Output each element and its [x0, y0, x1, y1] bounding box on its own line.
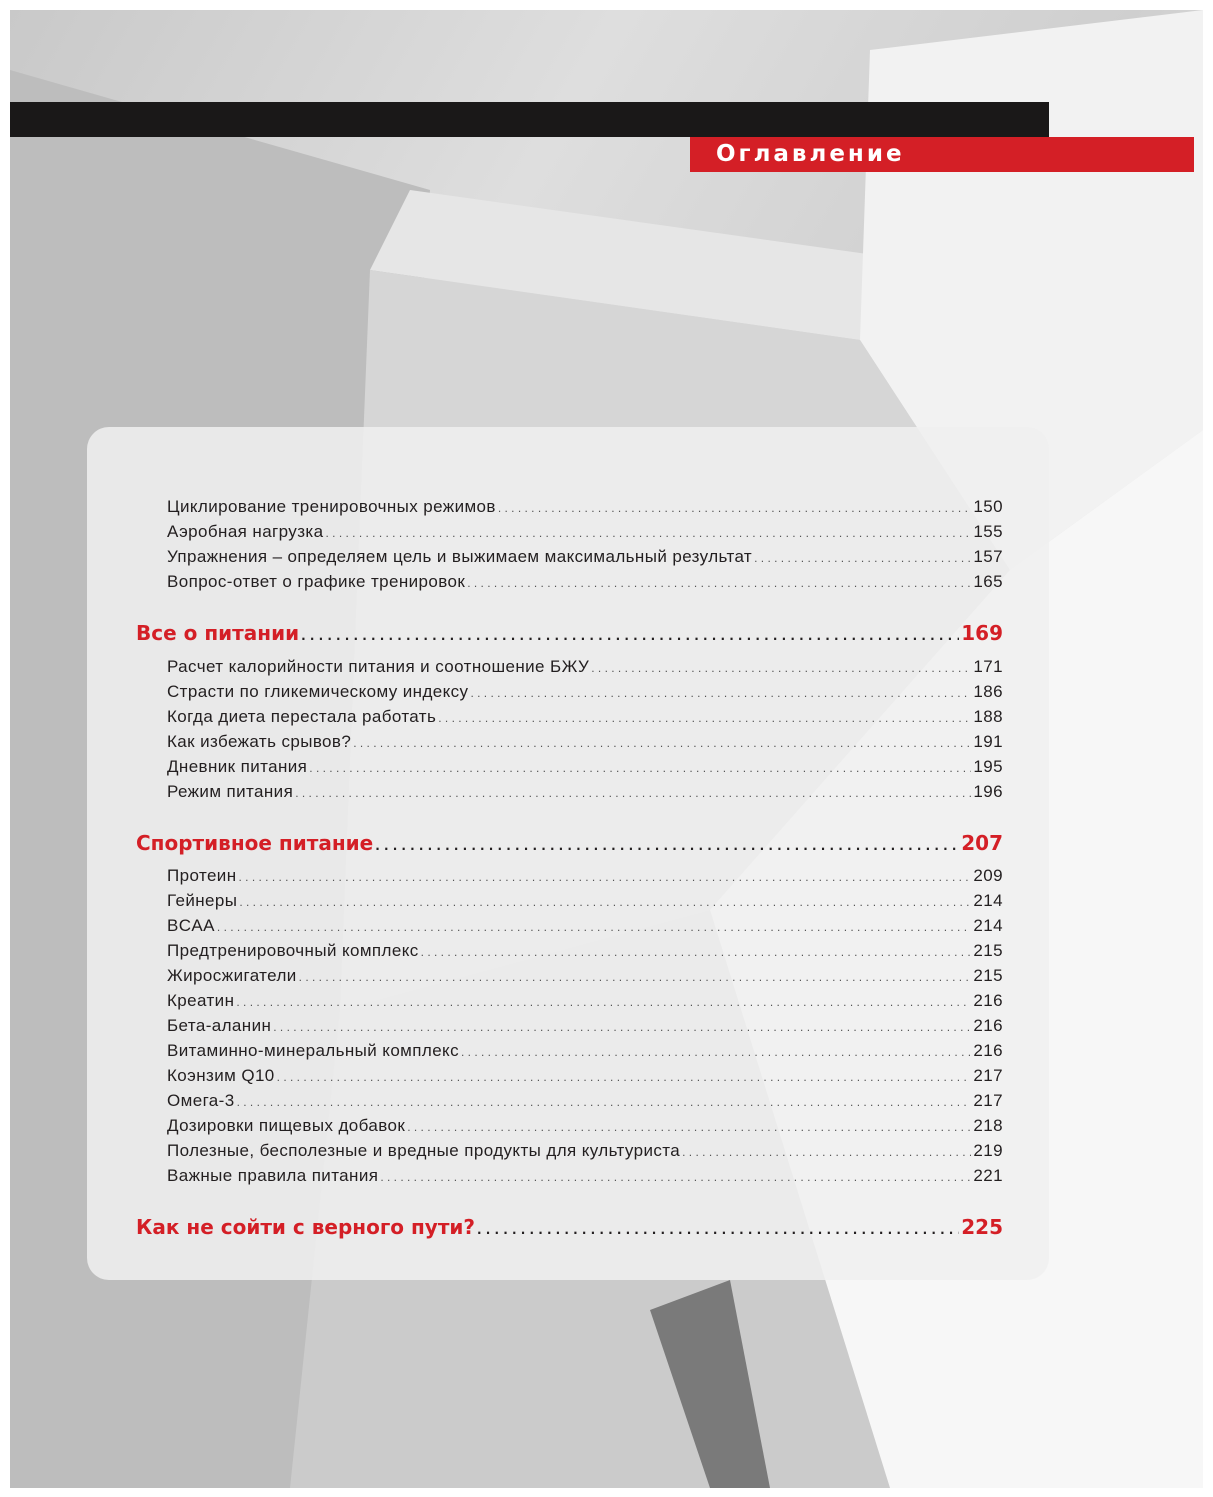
toc-entry[interactable] [167, 732, 1003, 757]
toc-section-heading[interactable] [136, 621, 1003, 651]
toc-leader [295, 782, 971, 802]
toc-leader [591, 657, 971, 677]
page-title: Оглавление [690, 137, 1194, 172]
toc-leader [407, 1116, 971, 1136]
toc-entry-page: 196 [973, 782, 1003, 801]
toc-entry-page: 216 [973, 1016, 1003, 1035]
toc-section-heading[interactable] [136, 831, 1003, 861]
toc-entry[interactable] [167, 1041, 1003, 1066]
toc-leader [325, 522, 971, 542]
toc-entry[interactable] [167, 682, 1003, 707]
toc-leader [239, 866, 972, 886]
toc-entry-page: 150 [973, 497, 1003, 516]
toc-leader [380, 1166, 971, 1186]
toc-entry-label: Вопрос-ответ о графике тренировок [167, 572, 466, 591]
header-black-bar [10, 102, 1049, 137]
toc-leader [421, 941, 972, 961]
toc-entry[interactable] [167, 572, 1003, 597]
toc-entry-page: 217 [973, 1066, 1003, 1085]
toc-entry[interactable] [167, 497, 1003, 522]
toc-leader [273, 1016, 971, 1036]
toc-entry-label: Протеин [167, 866, 237, 885]
toc-section-heading[interactable] [136, 1215, 1003, 1245]
toc-entry-label: Как избежать срывов? [167, 732, 352, 751]
toc-entry[interactable] [167, 782, 1003, 807]
toc-entry-page: 165 [973, 572, 1003, 591]
toc-entry-page: 218 [973, 1116, 1003, 1135]
toc-leader [309, 757, 971, 777]
toc-entry-page: 191 [973, 732, 1003, 751]
toc-entry-label: BCAA [167, 916, 215, 935]
toc-entry[interactable] [167, 991, 1003, 1016]
toc-leader [754, 547, 971, 567]
toc-entry[interactable] [167, 966, 1003, 991]
toc-entry[interactable] [167, 866, 1003, 891]
toc-entry[interactable] [167, 707, 1003, 732]
toc-entry-label: Расчет калорийности питания и соотношение БЖУ [167, 657, 590, 676]
toc-entry[interactable] [167, 657, 1003, 682]
toc-entry-label: Жиросжигатели [167, 966, 297, 985]
toc-entry-page: 219 [973, 1141, 1003, 1160]
toc-entry-label: Предтренировочный комплекс [167, 941, 419, 960]
toc-entry-label: Омега-3 [167, 1091, 235, 1110]
toc-entry-label: Упражнения – определяем цель и выжимаем максимальный результат [167, 547, 753, 566]
toc-entry-page: 217 [973, 1091, 1003, 1110]
toc-entry-label: Страсти по гликемическому индексу [167, 682, 469, 701]
toc-entry-page: 216 [973, 991, 1003, 1010]
toc-entry[interactable] [167, 1116, 1003, 1141]
toc-section-label: Как не сойти с верного пути? [136, 1215, 476, 1239]
toc-entry-label: Когда диета перестала работать [167, 707, 437, 726]
toc-leader [467, 572, 971, 592]
toc-entry-page: 157 [973, 547, 1003, 566]
toc-leader [470, 682, 971, 702]
toc-leader [239, 891, 971, 911]
toc-entry-label: Витаминно-минеральный комплекс [167, 1041, 459, 1060]
toc-leader [498, 497, 972, 517]
toc-entry-page: 186 [973, 682, 1003, 701]
toc-entry-label: Циклирование тренировочных режимов [167, 497, 496, 516]
toc-entry-page: 195 [973, 757, 1003, 776]
toc-entry-page: 221 [973, 1166, 1003, 1185]
toc-leader [217, 916, 972, 936]
toc-section-label: Спортивное питание [136, 831, 374, 855]
toc-entry[interactable] [167, 916, 1003, 941]
toc-entry-label: Креатин [167, 991, 235, 1010]
toc-leader [299, 966, 972, 986]
toc-leader [277, 1066, 972, 1086]
toc-entry-page: 155 [973, 522, 1003, 541]
toc-entry[interactable] [167, 1091, 1003, 1116]
toc-entry-page: 214 [973, 916, 1003, 935]
toc-entry-label: Коэнзим Q10 [167, 1066, 275, 1085]
toc-leader [236, 991, 971, 1011]
toc-entry[interactable] [167, 522, 1003, 547]
toc-entry[interactable] [167, 1141, 1003, 1166]
toc-section-page: 169 [961, 621, 1003, 645]
toc-entry-page: 215 [973, 966, 1003, 985]
toc-leader [301, 621, 959, 645]
toc-leader [375, 831, 959, 855]
toc-entry[interactable] [167, 757, 1003, 782]
toc-entry-label: Режим питания [167, 782, 294, 801]
toc-entry[interactable] [167, 1066, 1003, 1091]
toc-entry-label: Полезные, бесполезные и вредные продукты для культуриста [167, 1141, 681, 1160]
toc-entry[interactable] [167, 1016, 1003, 1041]
toc-entry-page: 171 [973, 657, 1003, 676]
toc-entry[interactable] [167, 547, 1003, 572]
toc-section-page: 207 [961, 831, 1003, 855]
toc-entry-label: Важные правила питания [167, 1166, 379, 1185]
toc-entry-label: Бета-аланин [167, 1016, 272, 1035]
toc-entry-label: Аэробная нагрузка [167, 522, 324, 541]
toc-entry-label: Дозировки пищевых добавок [167, 1116, 406, 1135]
toc-section-page: 225 [961, 1215, 1003, 1239]
toc-entry-label: Гейнеры [167, 891, 238, 910]
toc-leader [682, 1141, 971, 1161]
toc-leader [237, 1091, 972, 1111]
toc-leader [438, 707, 971, 727]
toc-leader [353, 732, 971, 752]
toc-entry-page: 188 [973, 707, 1003, 726]
toc-entry[interactable] [167, 1166, 1003, 1191]
toc-section-label: Все о питании [136, 621, 300, 645]
toc-entry-page: 215 [973, 941, 1003, 960]
toc-entry[interactable] [167, 941, 1003, 966]
toc-entry-page: 216 [973, 1041, 1003, 1060]
toc-entry-page: 209 [973, 866, 1003, 885]
toc-leader [477, 1215, 959, 1239]
toc-leader [461, 1041, 971, 1061]
toc-entry-page: 214 [973, 891, 1003, 910]
toc-entry-label: Дневник питания [167, 757, 308, 776]
toc-entry[interactable] [167, 891, 1003, 916]
